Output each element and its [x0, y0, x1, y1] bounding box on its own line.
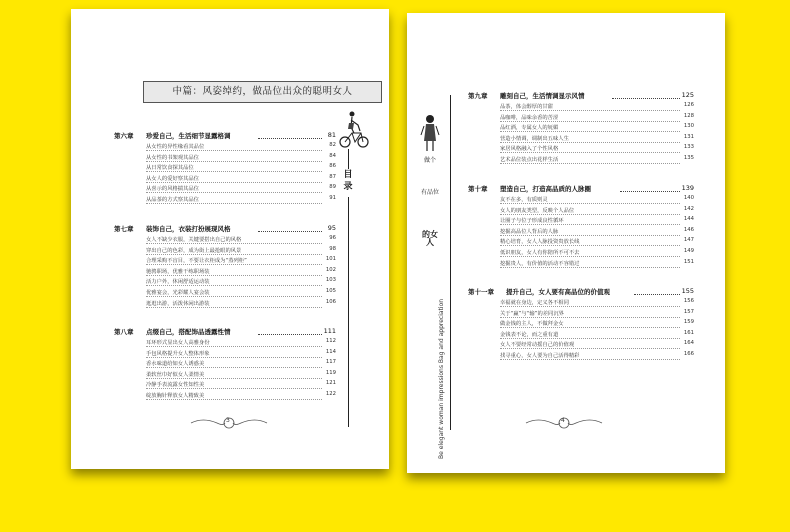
toc-entry[interactable]: 艺术品位装点出花样生活 135: [500, 154, 694, 163]
dotted-leader: [634, 294, 680, 295]
english-vertical-text: Be elegant woman impressions Bag and appreciation: [438, 298, 445, 459]
woman-illustration: [419, 113, 441, 153]
toc-entry[interactable]: 驰骋职场，优雅干练职场装 102: [146, 266, 336, 275]
toc-entry[interactable]: 挖掘高品位人背后的人脉 146: [500, 226, 694, 235]
toc-entry[interactable]: 从品茶的方式察其品位 91: [146, 194, 336, 203]
chapter-6: [114, 131, 336, 203]
chapter-page: 111: [323, 327, 336, 335]
toc-entry[interactable]: 金钱表不论，而之重有道 161: [500, 329, 694, 338]
vertical-rule: [450, 95, 451, 430]
cyclist-illustration: [339, 109, 369, 149]
dotted-leader: [258, 138, 322, 139]
toc-entry[interactable]: 冷静手表流露女性知性美 121: [146, 380, 336, 389]
chapter-title: 珍爱自己，生活细节显露格调: [146, 132, 231, 140]
toc-entry[interactable]: 从喜示的风格揣其品位 89: [146, 184, 336, 193]
toc-entry[interactable]: 做金钱的主人，不做拜金女 159: [500, 319, 694, 328]
toc-entry[interactable]: 柔软丝巾好似女人柔情美 119: [146, 369, 336, 378]
toc-entry[interactable]: 活力户外，休闲舒适运动装 103: [146, 277, 336, 286]
toc-entry[interactable]: 找寻重心，女人要为自己活得精彩 166: [500, 350, 694, 359]
toc-entry[interactable]: 营造小情调，调制出五味人生 131: [500, 133, 694, 142]
toc-entry[interactable]: 友不在多，有质则灵 140: [500, 195, 694, 203]
chapter-page: 125: [681, 91, 694, 99]
toc-entry[interactable]: 品咖啡，品味余香的苦涩 128: [500, 112, 694, 121]
toc-entry[interactable]: 女人不缺少衣服，关键要搭出自己的风格 96: [146, 235, 336, 243]
dotted-leader: [258, 334, 322, 335]
chapter-title: 提升自己，女人要有高品位的价值观: [506, 288, 610, 296]
toc-entry[interactable]: 精心培育，女人人脉投资贵放长线 147: [500, 237, 694, 246]
dotted-leader: [620, 191, 680, 192]
book-brand-bottom: 的女人: [422, 230, 438, 247]
page-folio: [524, 415, 604, 429]
toc-entry[interactable]: 家居风格融入了个性风格 133: [500, 144, 694, 153]
toc-entry[interactable]: 手包风格提升女人整体形象 114: [146, 348, 336, 357]
chapter-number: 第十一章: [468, 288, 494, 296]
chapter-title: 点缀自己，搭配饰品透露性情: [146, 328, 231, 336]
vertical-rule: [348, 197, 349, 427]
toc-entry[interactable]: 幸福就在身边，定义各不相同 156: [500, 298, 694, 306]
toc-entry[interactable]: 绽放胸针释放女人精致美 122: [146, 390, 336, 399]
chapter-page: 139: [681, 184, 694, 192]
toc-entry[interactable]: 合理采购不盲目，不要让衣柜成为“蒸列柜” 101: [146, 256, 336, 265]
chapter-number: 第六章: [114, 132, 134, 140]
toc-entry[interactable]: 从女性的书架观其品位 84: [146, 152, 336, 161]
toc-entry[interactable]: 从女人的爱好察其品位 87: [146, 173, 336, 182]
chapter-page: 81: [327, 131, 336, 139]
book-brand: 做个: [423, 157, 436, 164]
chapter-number: 第八章: [114, 328, 134, 336]
page-folio: [189, 415, 269, 429]
toc-entry[interactable]: 品茶，体会醇厚的甘甜 126: [500, 102, 694, 110]
chapter-7: [114, 224, 336, 307]
toc-entry[interactable]: 逛逛出游，活泼休闲出游装 106: [146, 298, 336, 307]
dotted-leader: [612, 98, 680, 99]
chapter-number: 第九章: [468, 92, 488, 100]
part-banner: 中篇：风姿绰约，做品位出众的聪明女人: [143, 81, 382, 103]
chapter-page: 95: [327, 224, 336, 232]
left-page: [71, 9, 389, 469]
toc-entry[interactable]: 香水味道给如女人诱惑美 117: [146, 359, 336, 368]
chapter-title: 塑造自己，打造高品质的人脉圈: [500, 185, 591, 193]
chapter-title: 雕刻自己，生活情调显示风情: [500, 92, 585, 100]
chapter-9: [468, 91, 694, 163]
right-page: [407, 13, 725, 473]
chapter-title: 装饰自己，衣装打扮展现风格: [146, 225, 231, 233]
chapter-page: 155: [681, 287, 694, 295]
toc-entry[interactable]: 品红酒，专属女人的妩媚 130: [500, 123, 694, 132]
dotted-leader: [258, 231, 322, 232]
toc-entry[interactable]: 关于“赢”与“输”的差同沉界 157: [500, 308, 694, 317]
toc-entry[interactable]: 耳环形式显出女人高雅身份 112: [146, 338, 336, 346]
chapter-11: [468, 287, 694, 359]
toc-entry[interactable]: 低识朋友，女人有你陪所不可不去 149: [500, 247, 694, 256]
toc-entry[interactable]: 从女性的异性缘看其品位 82: [146, 142, 336, 150]
chapter-number: 第十章: [468, 185, 488, 193]
page-number: 3: [226, 417, 230, 424]
toc-entry[interactable]: 穿出自己的色彩，成为街上最抢眼的风景 98: [146, 245, 336, 254]
chapter-8: [114, 327, 336, 399]
side-label: 目录: [343, 170, 353, 192]
toc-entry[interactable]: 女人不要经常动摇自己的价值观 164: [500, 340, 694, 349]
chapter-number: 第七章: [114, 225, 134, 233]
page-number: 4: [561, 417, 565, 424]
toc-entry[interactable]: 优雅宴会，光彩耀人宴会装 105: [146, 287, 336, 296]
toc-entry[interactable]: 女人的朋友类型，反映个人品位 142: [500, 205, 694, 214]
chapter-10: [468, 184, 694, 267]
toc-entry[interactable]: 让圈子与位子形成良性循环 144: [500, 216, 694, 225]
toc-entry[interactable]: 挖掘贵人，有价值的活动不容错过 151: [500, 258, 694, 267]
toc-entry[interactable]: 从日常饮食探其品位 86: [146, 163, 336, 172]
vertical-rule: [348, 149, 349, 169]
book-brand-middle: 有品位: [421, 189, 440, 196]
